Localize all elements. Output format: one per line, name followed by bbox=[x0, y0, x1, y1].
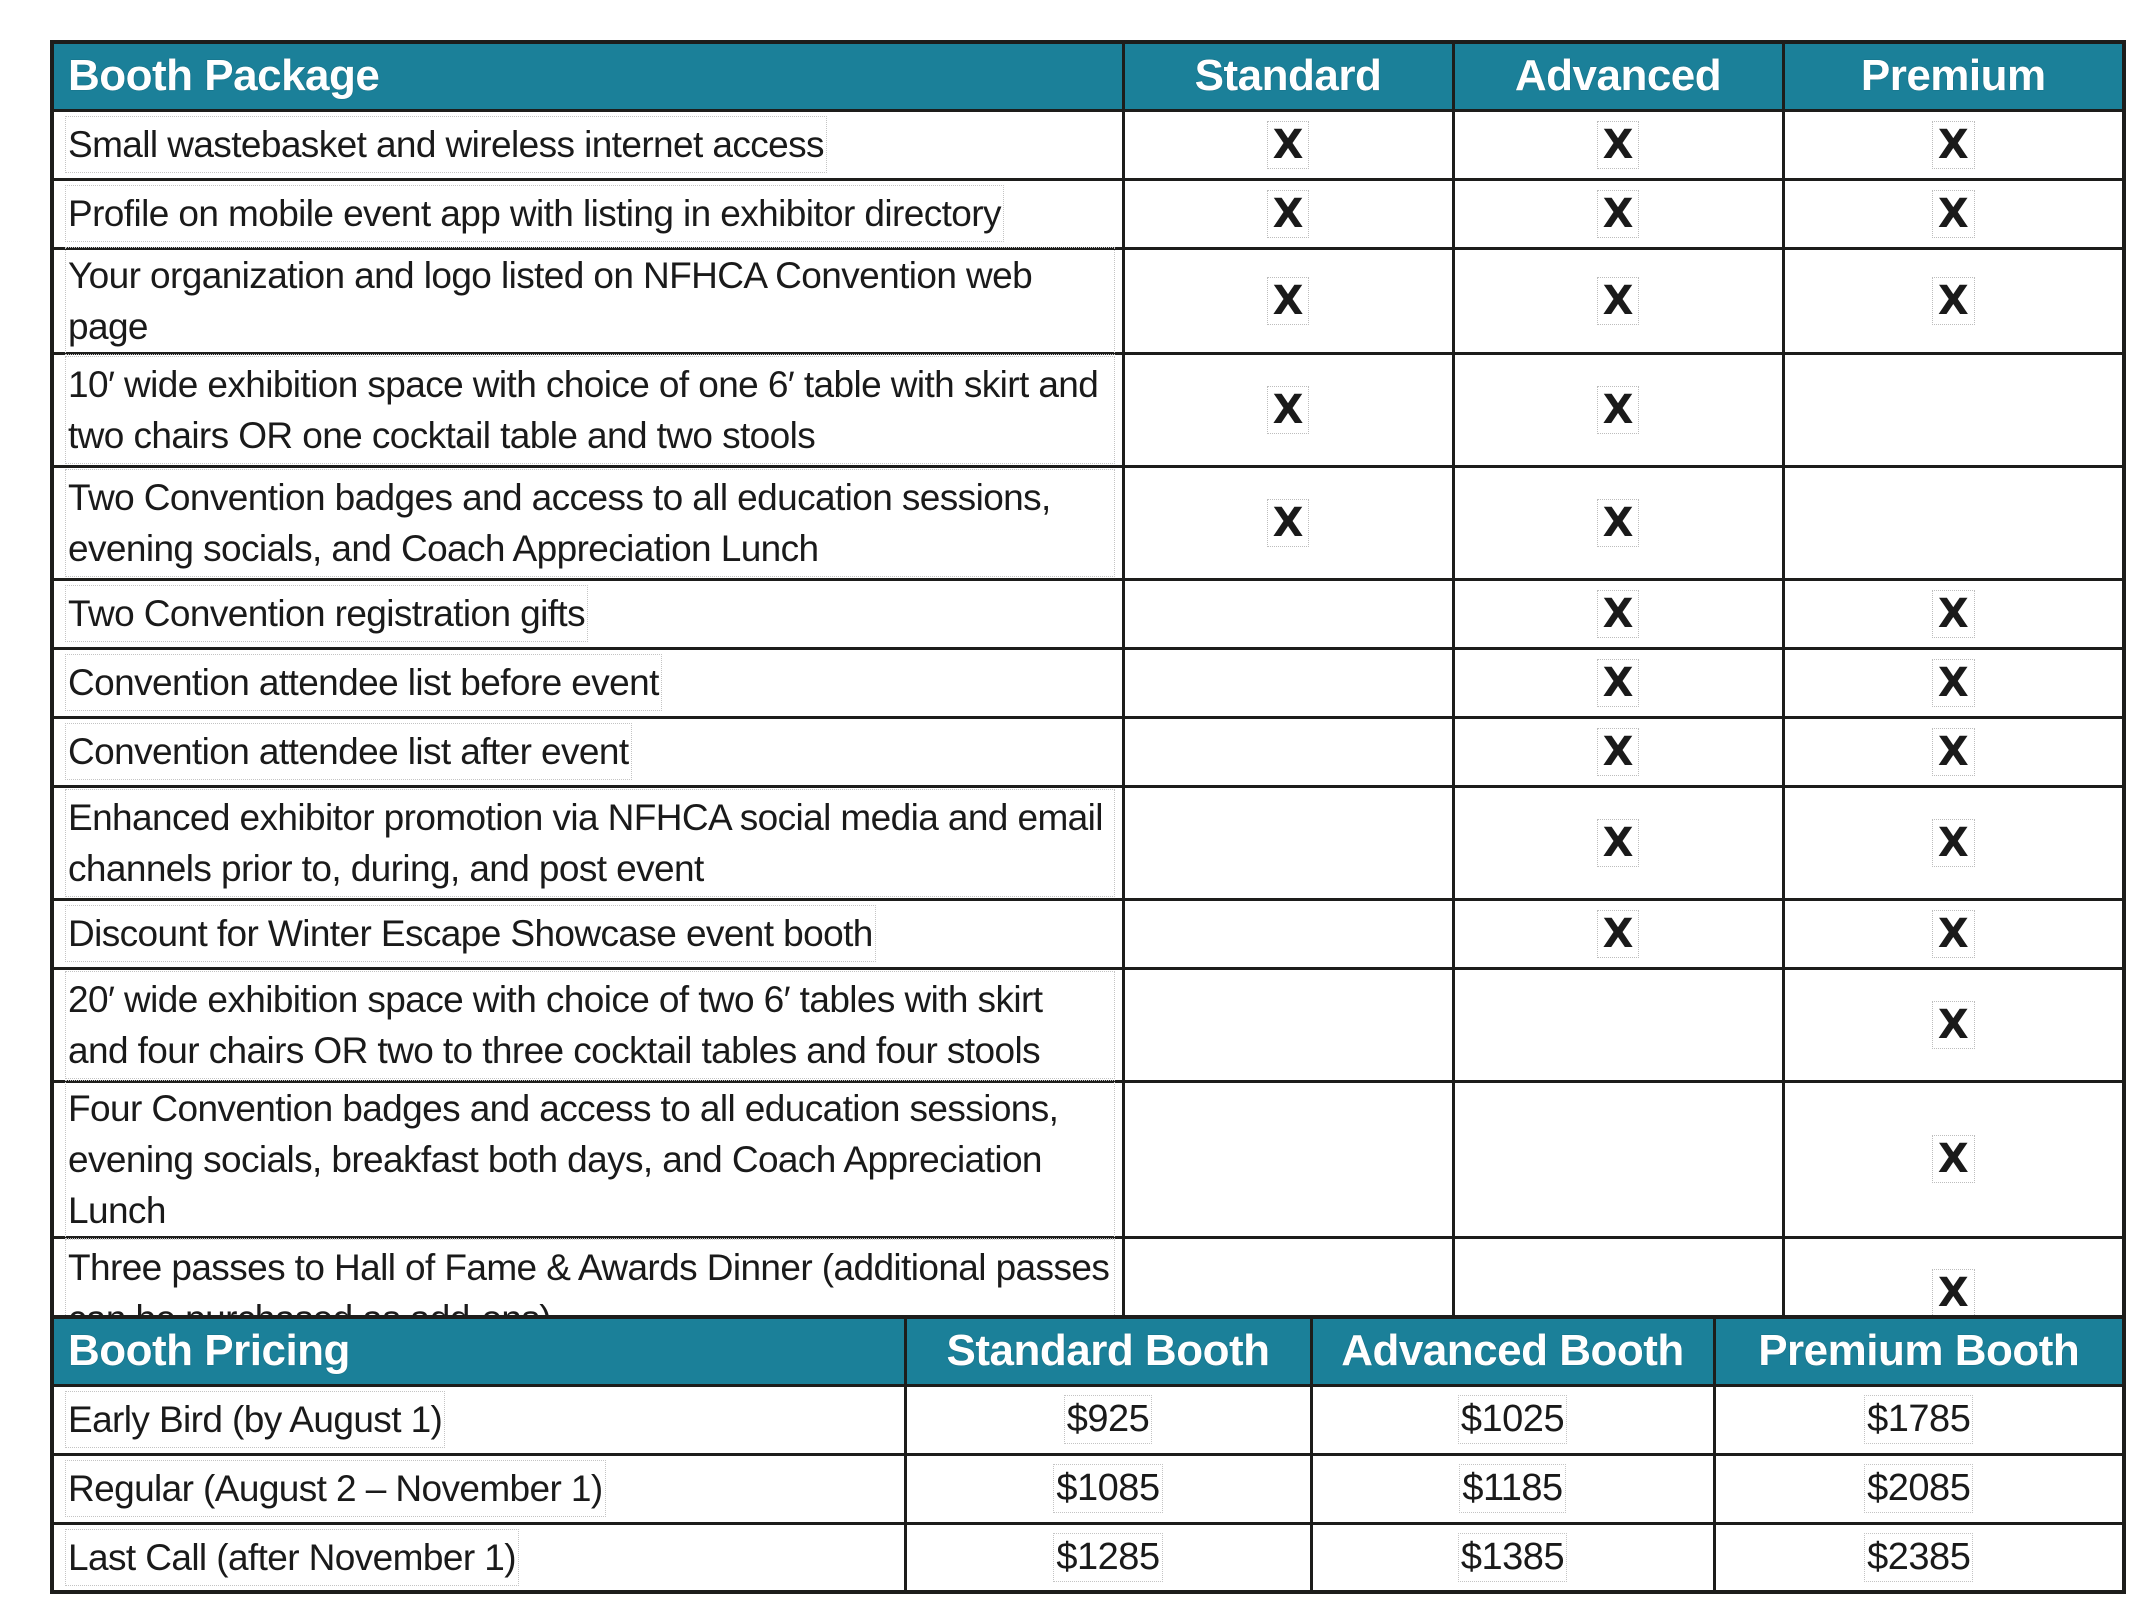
price-advanced: $1385 bbox=[1460, 1535, 1565, 1578]
package-row bbox=[52, 110, 2124, 179]
package-premium-cell bbox=[1783, 179, 2124, 248]
included-mark-premium: X bbox=[1934, 1003, 1973, 1047]
price-standard: $1285 bbox=[1056, 1535, 1160, 1578]
price-premium-cell bbox=[1714, 1523, 2124, 1592]
price-standard: $925 bbox=[1066, 1398, 1150, 1440]
included-mark-premium: X bbox=[1934, 821, 1973, 865]
included-mark-premium: X bbox=[1934, 192, 1973, 236]
included-mark-advanced: X bbox=[1599, 279, 1638, 323]
package-standard-cell bbox=[1123, 466, 1453, 579]
package-premium-cell bbox=[1783, 899, 2124, 968]
package-feature-cell bbox=[52, 786, 1123, 899]
booth-pricing-table bbox=[50, 1315, 2126, 1594]
package-premium-cell bbox=[1783, 466, 2124, 579]
package-standard-cell bbox=[1123, 248, 1453, 353]
package-feature-cell bbox=[52, 579, 1123, 648]
included-mark-advanced: X bbox=[1599, 388, 1638, 432]
package-row bbox=[52, 717, 2124, 786]
included-mark-advanced: X bbox=[1599, 501, 1638, 545]
included-mark-premium: X bbox=[1934, 279, 1973, 323]
pricing-period-cell bbox=[52, 1385, 905, 1454]
included-mark-advanced: X bbox=[1599, 123, 1638, 167]
included-mark-premium: X bbox=[1934, 123, 1973, 167]
package-premium-cell bbox=[1783, 353, 2124, 466]
package-row bbox=[52, 648, 2124, 717]
included-mark-premium: X bbox=[1934, 730, 1973, 774]
package-row bbox=[52, 1081, 2124, 1237]
package-feature-cell bbox=[52, 648, 1123, 717]
included-mark-advanced: X bbox=[1599, 661, 1638, 705]
package-row bbox=[52, 466, 2124, 579]
price-advanced-cell bbox=[1311, 1523, 1714, 1592]
package-feature-text: Convention attendee list after event bbox=[68, 726, 629, 777]
pricing-period-cell bbox=[52, 1523, 905, 1592]
included-mark-advanced: X bbox=[1599, 821, 1638, 865]
package-standard-cell bbox=[1123, 353, 1453, 466]
included-mark-premium: X bbox=[1934, 912, 1973, 956]
package-standard-cell bbox=[1123, 110, 1453, 179]
package-row bbox=[52, 579, 2124, 648]
included-mark-advanced: X bbox=[1599, 192, 1638, 236]
package-header-row bbox=[52, 42, 2124, 110]
pricing-period-label: Early Bird (by August 1) bbox=[68, 1394, 442, 1445]
package-advanced-cell bbox=[1453, 1081, 1783, 1237]
package-advanced-cell bbox=[1453, 786, 1783, 899]
package-premium-cell bbox=[1783, 968, 2124, 1081]
included-mark-premium: X bbox=[1934, 592, 1973, 636]
package-standard-cell bbox=[1123, 579, 1453, 648]
pricing-header-title: Booth Pricing bbox=[52, 1317, 905, 1385]
package-premium-cell bbox=[1783, 1081, 2124, 1237]
package-advanced-cell bbox=[1453, 579, 1783, 648]
included-mark-standard: X bbox=[1269, 192, 1308, 236]
package-feature-text: Small wastebasket and wireless internet access bbox=[68, 119, 824, 170]
package-feature-text: Two Convention badges and access to all education sessions, evening socials, and Coach Appreciation Lunch bbox=[68, 472, 1112, 574]
package-advanced-cell bbox=[1453, 717, 1783, 786]
price-premium: $2385 bbox=[1867, 1535, 1971, 1578]
package-feature-cell bbox=[52, 968, 1123, 1081]
package-premium-cell bbox=[1783, 248, 2124, 353]
pricing-period-cell bbox=[52, 1454, 905, 1523]
package-feature-cell bbox=[52, 248, 1123, 353]
package-advanced-cell bbox=[1453, 353, 1783, 466]
package-premium-cell bbox=[1783, 579, 2124, 648]
price-standard-cell bbox=[905, 1454, 1311, 1523]
pricing-period-label: Last Call (after November 1) bbox=[68, 1532, 516, 1583]
package-feature-text: Four Convention badges and access to all education sessions, evening socials, breakfast both days, and Coach Appreciation Lunch bbox=[68, 1083, 1112, 1236]
package-advanced-cell bbox=[1453, 648, 1783, 717]
package-feature-text: Profile on mobile event app with listing in exhibitor directory bbox=[68, 188, 1001, 239]
package-header-advanced: Advanced bbox=[1453, 42, 1783, 110]
price-advanced: $1185 bbox=[1462, 1467, 1563, 1509]
price-premium-cell bbox=[1714, 1385, 2124, 1454]
price-advanced-cell bbox=[1311, 1454, 1714, 1523]
package-row bbox=[52, 248, 2124, 353]
package-row bbox=[52, 353, 2124, 466]
package-standard-cell bbox=[1123, 968, 1453, 1081]
package-feature-cell bbox=[52, 899, 1123, 968]
included-mark-standard: X bbox=[1269, 279, 1308, 323]
package-row bbox=[52, 968, 2124, 1081]
package-standard-cell bbox=[1123, 1081, 1453, 1237]
package-advanced-cell bbox=[1453, 968, 1783, 1081]
price-advanced-cell bbox=[1311, 1385, 1714, 1454]
package-standard-cell bbox=[1123, 648, 1453, 717]
included-mark-premium: X bbox=[1934, 1137, 1973, 1181]
booth-package-table bbox=[50, 40, 2126, 1352]
package-advanced-cell bbox=[1453, 466, 1783, 579]
pricing-period-label: Regular (August 2 – November 1) bbox=[68, 1463, 603, 1514]
pricing-row bbox=[52, 1385, 2124, 1454]
package-advanced-cell bbox=[1453, 179, 1783, 248]
package-feature-text: Three passes to Hall of Fame & Awards Dinner (additional passes bbox=[68, 1242, 1112, 1344]
package-feature-text: Discount for Winter Escape Showcase event booth bbox=[68, 908, 873, 959]
included-mark-advanced: X bbox=[1599, 730, 1638, 774]
package-premium-cell bbox=[1783, 110, 2124, 179]
price-standard-cell bbox=[905, 1385, 1311, 1454]
package-header-premium: Premium bbox=[1783, 42, 2124, 110]
included-mark-standard: X bbox=[1269, 501, 1308, 545]
package-row bbox=[52, 786, 2124, 899]
price-premium: $1785 bbox=[1867, 1398, 1971, 1440]
price-premium-cell bbox=[1714, 1454, 2124, 1523]
package-feature-cell bbox=[52, 466, 1123, 579]
package-header-standard: Standard bbox=[1123, 42, 1453, 110]
package-standard-cell bbox=[1123, 899, 1453, 968]
package-advanced-cell bbox=[1453, 899, 1783, 968]
pricing-row bbox=[52, 1454, 2124, 1523]
package-feature-cell bbox=[52, 179, 1123, 248]
package-premium-cell bbox=[1783, 786, 2124, 899]
package-standard-cell bbox=[1123, 717, 1453, 786]
package-feature-text: 20′ wide exhibition space with choice of two 6′ tables with skirt and four chairs OR two to three cocktail tables and four stools bbox=[68, 974, 1112, 1076]
package-feature-text: 10′ wide exhibition space with choice of one 6′ table with skirt and two chairs OR one cocktail table and two stools bbox=[68, 359, 1112, 461]
package-standard-cell bbox=[1123, 179, 1453, 248]
package-feature-text: Convention attendee list before event bbox=[68, 657, 659, 708]
package-feature-cell bbox=[52, 110, 1123, 179]
package-advanced-cell bbox=[1453, 248, 1783, 353]
included-mark-standard: X bbox=[1269, 388, 1308, 432]
package-feature-text: Your organization and logo listed on NFHCA Convention web page bbox=[68, 250, 1112, 352]
package-feature-cell bbox=[52, 717, 1123, 786]
package-header-title: Booth Package bbox=[52, 42, 1123, 110]
included-mark-premium: X bbox=[1934, 1271, 1973, 1315]
package-feature-cell bbox=[52, 1081, 1123, 1237]
price-standard: $1085 bbox=[1056, 1467, 1160, 1509]
package-premium-cell bbox=[1783, 648, 2124, 717]
package-row bbox=[52, 899, 2124, 968]
package-premium-cell bbox=[1783, 717, 2124, 786]
pricing-header-premium: Premium Booth bbox=[1714, 1317, 2124, 1385]
package-standard-cell bbox=[1123, 786, 1453, 899]
pricing-header-row bbox=[52, 1317, 2124, 1385]
package-row bbox=[52, 179, 2124, 248]
price-standard-cell bbox=[905, 1523, 1311, 1592]
pricing-header-standard: Standard Booth bbox=[905, 1317, 1311, 1385]
package-feature-text: Two Convention registration gifts bbox=[68, 588, 585, 639]
package-feature-text: Enhanced exhibitor promotion via NFHCA social media and email channels prior to, during, and post event bbox=[68, 792, 1112, 894]
included-mark-standard: X bbox=[1269, 123, 1308, 167]
price-premium: $2085 bbox=[1867, 1467, 1971, 1509]
pricing-header-advanced: Advanced Booth bbox=[1311, 1317, 1714, 1385]
price-advanced: $1025 bbox=[1460, 1398, 1565, 1440]
included-mark-premium: X bbox=[1934, 661, 1973, 705]
included-mark-advanced: X bbox=[1599, 592, 1638, 636]
package-advanced-cell bbox=[1453, 110, 1783, 179]
included-mark-advanced: X bbox=[1599, 912, 1638, 956]
package-feature-cell bbox=[52, 353, 1123, 466]
pricing-row bbox=[52, 1523, 2124, 1592]
